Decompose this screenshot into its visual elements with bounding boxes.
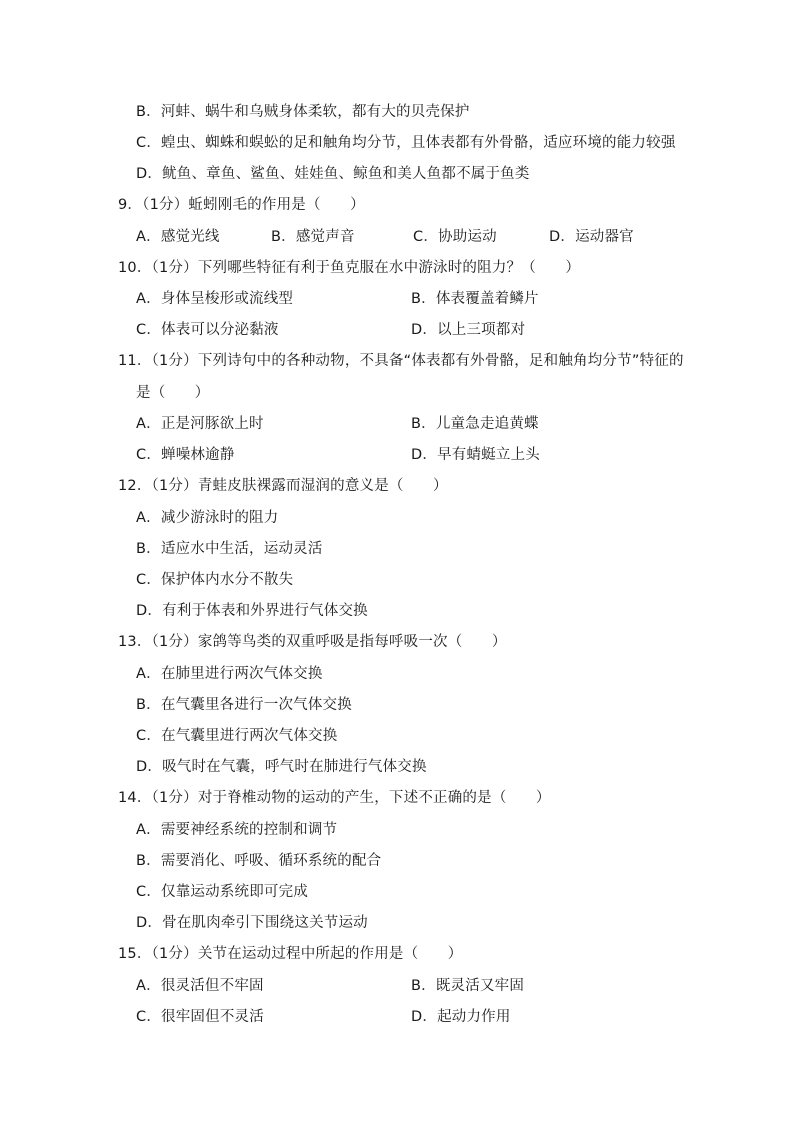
q13-stem: 13．（1分）家鸽等鸟类的双重呼吸是指每呼吸一次（ ） <box>118 634 507 650</box>
q12-option-b: B．适应水中生活，运动灵活 <box>136 541 323 557</box>
q9-option-b: B．感觉声音 <box>271 229 355 245</box>
q11-stem-line1: 11．（1分）下列诗句中的各种动物，不具备“体表都有外骨骼，足和触角均分节”特征的 <box>118 353 684 369</box>
q8-option-d: D．鱿鱼、章鱼、鲨鱼、娃娃鱼、鲸鱼和美人鱼都不属于鱼类 <box>136 166 530 182</box>
q11-stem-line2: 是（ ） <box>136 385 210 401</box>
q15-option-d: D．起动力作用 <box>411 1009 511 1025</box>
q12-option-a: A．减少游泳时的阻力 <box>136 510 279 526</box>
q8-option-c: C．蝗虫、蜘蛛和蜈蚣的足和触角均分节，且体表都有外骨骼，适应环境的能力较强 <box>136 135 676 151</box>
q9-option-d: D．运动器官 <box>549 229 634 245</box>
q12-stem: 12．（1分）青蛙皮肤裸露而湿润的意义是（ ） <box>118 478 448 494</box>
q10-option-b: B．体表覆盖着鳞片 <box>411 291 539 307</box>
q12-option-d: D．有利于体表和外界进行气体交换 <box>136 603 368 619</box>
q11-option-c: C．蝉噪林逾静 <box>136 447 235 463</box>
q14-stem: 14．（1分）对于脊椎动物的运动的产生，下述不正确的是（ ） <box>118 790 551 806</box>
q12-option-c: C．保护体内水分不散失 <box>136 572 294 588</box>
q10-option-a: A．身体呈梭形或流线型 <box>136 291 294 307</box>
q15-stem: 15．（1分）关节在运动过程中所起的作用是（ ） <box>118 946 463 962</box>
q14-option-c: C．仅靠运动系统即可完成 <box>136 884 309 900</box>
q15-option-b: B．既灵活又牢固 <box>411 978 525 994</box>
q15-option-a: A．很灵活但不牢固 <box>136 978 264 994</box>
q13-option-b: B．在气囊里各进行一次气体交换 <box>136 697 352 713</box>
q14-option-a: A．需要神经系统的控制和调节 <box>136 822 338 838</box>
q14-option-b: B．需要消化、呼吸、循环系统的配合 <box>136 853 382 869</box>
q9-stem: 9．（1分）蚯蚓刚毛的作用是（ ） <box>118 197 365 213</box>
q13-option-c: C．在气囊里进行两次气体交换 <box>136 728 338 744</box>
q10-option-c: C．体表可以分泌黏液 <box>136 322 279 338</box>
q10-stem: 10．（1分）下列哪些特征有利于鱼克服在水中游泳时的阻力？（ ） <box>118 260 581 276</box>
q13-option-d: D．吸气时在气囊，呼气时在肺进行气体交换 <box>136 759 427 775</box>
q9-option-c: C．协助运动 <box>413 229 497 245</box>
q10-option-d: D．以上三项都对 <box>411 322 526 338</box>
q13-option-a: A．在肺里进行两次气体交换 <box>136 666 323 682</box>
q15-option-c: C．很牢固但不灵活 <box>136 1009 264 1025</box>
q8-option-b: B．河蚌、蜗牛和乌贼身体柔软，都有大的贝壳保护 <box>136 104 470 120</box>
q14-option-d: D．骨在肌肉牵引下围绕这关节运动 <box>136 915 368 931</box>
q11-option-d: D．早有蜻蜓立上头 <box>411 447 540 463</box>
q9-option-a: A．感觉光线 <box>136 229 220 245</box>
q11-option-b: B．儿童急走追黄蝶 <box>411 416 539 432</box>
q11-option-a: A．正是河豚欲上时 <box>136 416 264 432</box>
